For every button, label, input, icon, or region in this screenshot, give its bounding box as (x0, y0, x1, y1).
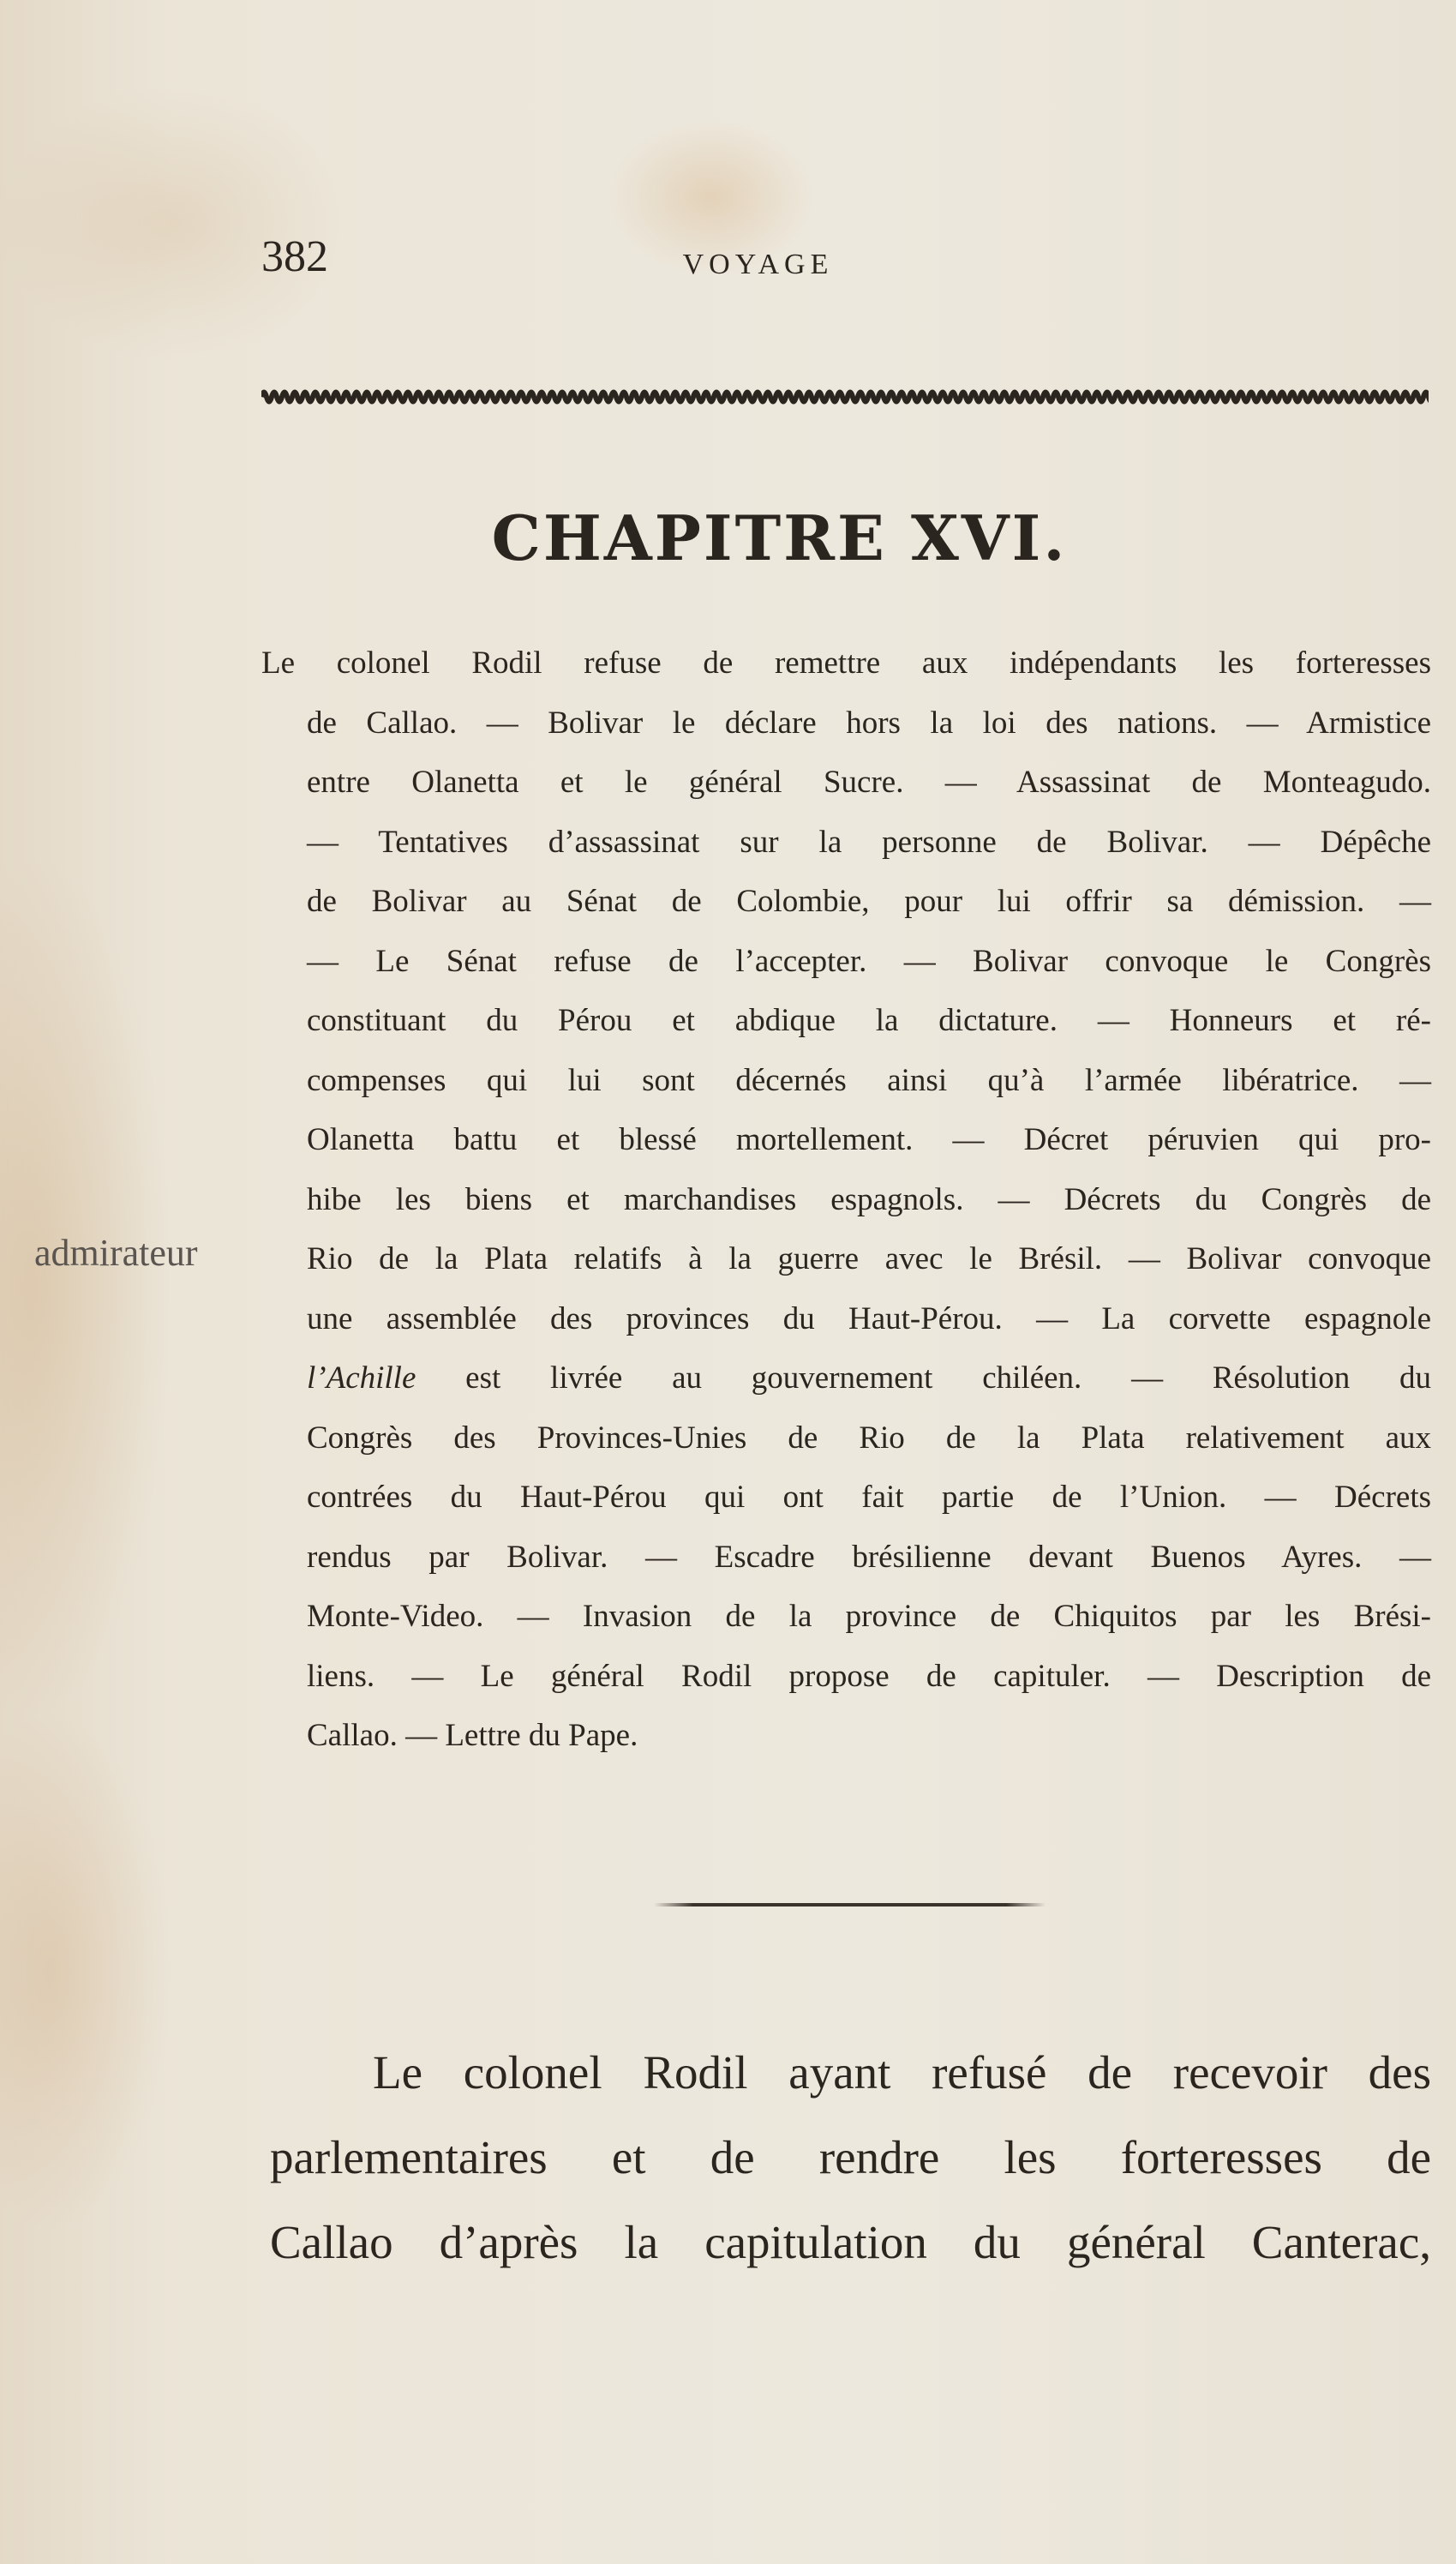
summary-line: rendus par Bolivar. — Escadre brésilienne devant Buenos Ayres. — (307, 1539, 1431, 1575)
summary-line: Congrès des Provinces-Unies de Rio de la Plata relativement aux (307, 1420, 1431, 1456)
summary-line: Olanetta battu et blessé mortellement. — Décret péruvien qui pro- (307, 1122, 1431, 1157)
summary-line: hibe les biens et marchandises espagnols. — Décrets du Congrès de (307, 1181, 1431, 1217)
summary-line: une assemblée des provinces du Haut-Pérou. — La corvette espagnole (307, 1300, 1431, 1336)
chapter-title: CHAPITRE XVI. (491, 501, 1068, 574)
summary-line: compenses qui lui sont décernés ainsi qu’à l’armée libératrice. — (307, 1062, 1431, 1098)
body-line: parlementaires et de rendre les forteresses de (270, 2131, 1431, 2183)
summary-line: Le colonel Rodil refuse de remettre aux indépendants les forteresses (261, 646, 1431, 681)
separator-rule (654, 1903, 1046, 1906)
summary-line: constituant du Pérou et abdique la dictature. — Honneurs et ré- (307, 1003, 1431, 1038)
summary-line: Rio de la Plata relatifs à la guerre avec le Brésil. — Bolivar convoque (307, 1241, 1431, 1276)
summary-line: — Tentatives d’assassinat sur la personne de Bolivar. — Dépêche (307, 824, 1431, 860)
summary-line: Monte-Video. — Invasion de la province de Chiquitos par les Brési- (307, 1599, 1431, 1634)
library-stamp: admirateur (34, 1232, 198, 1274)
summary-line: Callao. — Lettre du Pape. (307, 1718, 638, 1753)
summary-line: de Bolivar au Sénat de Colombie, pour lui offrir sa démission. — (307, 884, 1431, 919)
ornamental-wavy-rule (261, 384, 1429, 410)
body-line: Le colonel Rodil ayant refusé de recevoir des (373, 2046, 1431, 2099)
summary-line: liens. — Le général Rodil propose de capituler. — Description de (307, 1658, 1431, 1694)
summary-line: de Callao. — Bolivar le déclare hors la loi des nations. — Armistice (307, 705, 1431, 741)
body-line: Callao d’après la capitulation du général Canterac, (270, 2216, 1431, 2268)
summary-line: l’Achille est livrée au gouvernement chiléen. — Résolution du (307, 1360, 1431, 1396)
summary-line: entre Olanetta et le général Sucre. — Assassinat de Monteagudo. (307, 765, 1431, 800)
summary-line: — Le Sénat refuse de l’accepter. — Bolivar convoque le Congrès (307, 943, 1431, 979)
summary-line: contrées du Haut-Pérou qui ont fait partie de l’Union. — Décrets (307, 1480, 1431, 1515)
page-number: 382 (261, 232, 328, 281)
running-title: VOYAGE (682, 249, 834, 280)
